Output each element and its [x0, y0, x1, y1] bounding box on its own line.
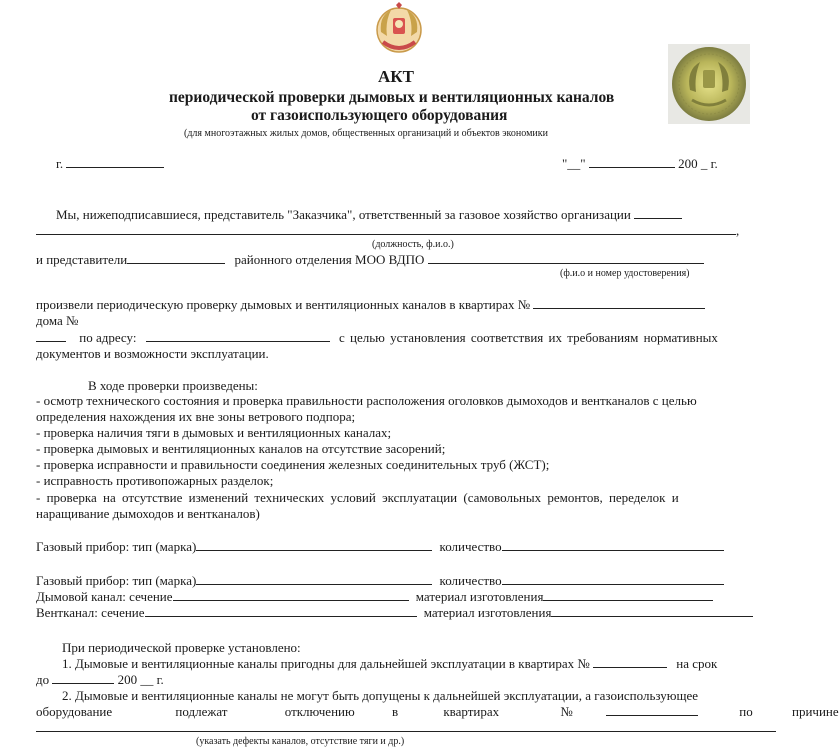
- hologram-seal: [668, 44, 750, 124]
- flue-material-label: материал изготовления: [415, 589, 544, 604]
- intro-line3: [36, 252, 704, 268]
- finding-2-word-4: в: [391, 704, 399, 719]
- defects-note: (указать дефекты каналов, отсутствие тяги и др.): [196, 736, 405, 747]
- document-subtitle-line2: от газоиспользующего оборудования: [251, 107, 508, 124]
- intro-line1-text: Мы, нижеподписавшиеся, представитель "Заказчика", ответственный за газовое хозяйство организации: [56, 207, 631, 222]
- finding-1-date-blank[interactable]: [52, 673, 114, 684]
- flue-label: Дымовой канал: сечение: [36, 589, 173, 604]
- finding-1-line2: [36, 672, 164, 688]
- date-year-text: 200 _ г.: [678, 156, 718, 171]
- check-item-6b: наращивание дымоходов и вентканалов): [36, 506, 260, 521]
- reps-blank[interactable]: [127, 253, 225, 264]
- position-note: (должность, ф.и.о.): [372, 239, 454, 250]
- intro-line2: [36, 223, 739, 239]
- finding-2-apartments-blank[interactable]: [606, 705, 698, 716]
- address-label: по адресу:: [79, 330, 137, 345]
- finding-2-word-5: квартирах: [443, 704, 500, 719]
- intro-line1: [56, 207, 682, 223]
- flue-material-blank[interactable]: [543, 590, 713, 601]
- gas-device-label: Газовый прибор: тип (марка): [36, 539, 197, 554]
- check-item-3: - проверка дымовых и вентиляционных каналов на отсутствие засорений;: [36, 441, 446, 456]
- apartments-blank[interactable]: [533, 298, 705, 309]
- date-line: [562, 156, 718, 172]
- inspection-line1: [36, 297, 705, 313]
- organization-blank[interactable]: [634, 208, 682, 219]
- document-title: АКТ: [378, 67, 414, 86]
- flue-line: [36, 589, 713, 605]
- gas-device-type-blank-2[interactable]: [196, 574, 432, 585]
- finding-2-line2: [36, 704, 839, 720]
- city-blank[interactable]: [66, 157, 164, 168]
- finding-1-line1: [62, 656, 717, 672]
- quantity-label-2: количество: [439, 573, 502, 588]
- gas-device-line2: [36, 573, 724, 589]
- document-scope-note: (для многоэтажных жилых домов, общественных организаций и объектов экономики: [184, 128, 548, 139]
- gas-device-label-2: Газовый прибор: тип (марка): [36, 573, 197, 588]
- finding-2-word-8: причине: [792, 704, 839, 719]
- finding-1-apartments-blank[interactable]: [593, 657, 667, 668]
- vent-section-blank[interactable]: [145, 606, 417, 617]
- intro-comma: ,: [736, 223, 740, 238]
- finding-2-line1: 2. Дымовые и вентиляционные каналы не могут быть допущены к дальнейшей эксплуатации, а газоиспользующее: [62, 688, 698, 703]
- vent-line: [36, 605, 753, 621]
- flue-section-blank[interactable]: [173, 590, 409, 601]
- vent-label: Вентканал: сечение: [36, 605, 145, 620]
- coat-of-arms-emblem: [373, 2, 425, 58]
- checks-heading: В ходе проверки произведены:: [88, 378, 258, 393]
- inspection-line3: [36, 330, 718, 346]
- reps-mid: районного отделения МОО ВДПО: [234, 252, 425, 267]
- gas-device-type-blank[interactable]: [196, 540, 432, 551]
- finding-2-line3: [36, 720, 776, 736]
- finding-2-word-6: №: [560, 704, 573, 719]
- finding-2-reason-blank[interactable]: [36, 721, 776, 732]
- check-item-1b: определения нахождения их вне зоны ветрового подпора;: [36, 409, 356, 424]
- finding-2-word-7: по: [739, 704, 753, 719]
- city-line: [56, 156, 164, 172]
- reps-names-blank[interactable]: [428, 253, 704, 264]
- gas-device-line1: [36, 539, 724, 555]
- house-number-blank[interactable]: [36, 331, 66, 342]
- check-item-5: - исправность противопожарных разделок;: [36, 473, 274, 488]
- check-item-4: - проверка исправности и правильности соединения железных соединительных труб (ЖСТ);: [36, 457, 550, 472]
- findings-heading: При периодической проверке установлено:: [62, 640, 301, 655]
- check-item-2: - проверка наличия тяги в дымовых и вентиляционных каналах;: [36, 425, 392, 440]
- gas-device-quantity-blank[interactable]: [502, 540, 724, 551]
- date-day-quote: "__": [562, 156, 586, 171]
- check-item-1a: - осмотр технического состояния и проверка правильности расположения оголовков дымоходов и вентканалов с целью: [36, 393, 697, 408]
- finding-1-year-text: 200 __ г.: [117, 672, 164, 687]
- representative-name-blank[interactable]: [36, 224, 736, 235]
- finding-2-word-1: оборудование: [36, 704, 113, 719]
- inspection-line1-text: произвели периодическую проверку дымовых и вентиляционных каналов в квартирах №: [36, 297, 531, 312]
- document-subtitle-line1: периодической проверки дымовых и вентиляционных каналов: [169, 89, 615, 106]
- gas-device-quantity-blank-2[interactable]: [502, 574, 724, 585]
- inspection-line2: дома №: [36, 313, 79, 328]
- vent-material-blank[interactable]: [551, 606, 753, 617]
- finding-2-word-3: отключению: [284, 704, 355, 719]
- check-item-6a: - проверка на отсутствие изменений технических условий эксплуатации (самовольных ремонтов, переделок и: [36, 490, 679, 505]
- reps-note: (ф.и.о и номер удостоверения): [560, 268, 690, 279]
- vent-material-label: материал изготовления: [423, 605, 552, 620]
- quantity-label: количество: [439, 539, 502, 554]
- reps-prefix: и представители: [36, 252, 128, 267]
- date-month-blank[interactable]: [589, 157, 675, 168]
- finding-1-until-label: до: [36, 672, 50, 687]
- address-blank[interactable]: [146, 331, 330, 342]
- finding-1-term-label: на срок: [676, 656, 718, 671]
- inspection-purpose: с целью установления соответствия их требованиям нормативных: [338, 330, 718, 345]
- city-prefix: г.: [56, 156, 64, 171]
- inspection-line4: документов и возможности эксплуатации.: [36, 346, 269, 361]
- finding-1-text: 1. Дымовые и вентиляционные каналы пригодны для дальнейшей эксплуатации в квартирах №: [62, 656, 590, 671]
- finding-2-word-2: подлежат: [175, 704, 228, 719]
